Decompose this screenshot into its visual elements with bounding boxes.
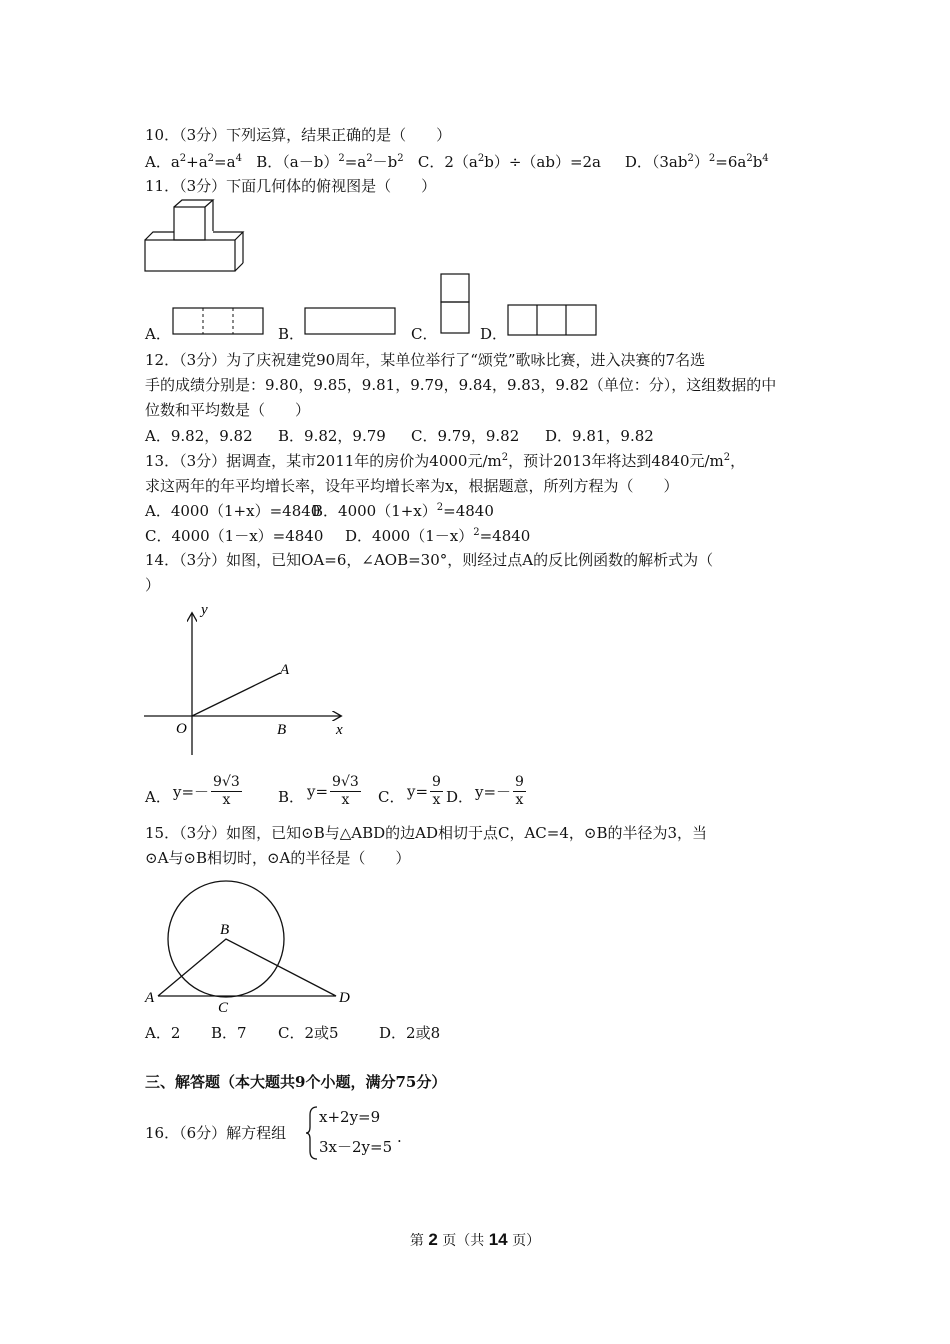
q12-line-3: 位数和平均数是（ ） [145, 401, 311, 419]
q14-label-d-opt: D． [446, 788, 474, 806]
q15-line-1: 15．（3分）如图，已知⊙B与△ABD的边AD相切于点C，AC=4，⊙B的半径为3，当 [145, 824, 708, 842]
q12-line-2: 手的成绩分别是：9.80，9.85，9.81，9.79，9.84，9.83，9.82（单位：分），这组数据的中 [145, 376, 777, 394]
q11-label-d: D． [480, 325, 508, 343]
q12-option-d: D．9.81，9.82 [545, 427, 654, 445]
q13-option-a: A．4000（1+x）=4840 [145, 502, 321, 520]
q13-line-2: 求这两年的年平均增长率，设年平均增长率为x，根据题意，所列方程为（ ） [145, 477, 679, 495]
q14-label-y: y [201, 602, 208, 618]
q14-label-b: B [277, 722, 287, 738]
q14-label-a: A [280, 662, 290, 678]
q10-option-c: C．$2(a^2b)\div(ab)=2a$ [417, 153, 602, 171]
q16-brace [305, 1105, 319, 1161]
q14-option-c: y= $\frac{9}{x}$ [407, 774, 441, 808]
q11-stem: 11．（3分）下面几何体的俯视图是（ ） [145, 177, 437, 195]
q15-label-c: C [218, 1000, 229, 1016]
q15-figure [140, 872, 360, 1017]
q10-options [145, 152, 769, 172]
q12-option-b: B．9.82，9.79 [278, 427, 386, 445]
q15-option-a: A．2 [145, 1024, 181, 1042]
q15-option-b: B．7 [211, 1024, 247, 1042]
q15-option-c: C．2或5 [278, 1024, 339, 1042]
q11-option-b-figure [304, 307, 397, 337]
q14-label-x: x [336, 722, 343, 738]
q15-triangle-abd [158, 939, 336, 996]
page-footer: 第 2 页（共 14 页） [409, 1230, 541, 1249]
q12-option-c: C．9.79，9.82 [411, 427, 520, 445]
q12-option-a: A．9.82，9.82 [145, 427, 253, 445]
q16-equation-2: 3x－2y=5 [319, 1138, 393, 1156]
q16-stem: 16．（6分）解方程组 [145, 1124, 287, 1142]
q14-option-b: y= $\frac{9√3}{x}$ [307, 774, 359, 808]
q15-option-d: D．2或8 [379, 1024, 441, 1042]
q14-label-o: O [176, 721, 187, 737]
q10-option-b: B．$(a-b)^2=a^2-b^2$ [256, 153, 404, 171]
q14-label-b-opt: B． [278, 788, 305, 806]
q16-end-period: . [397, 1128, 402, 1146]
q15-label-a: A [145, 990, 155, 1006]
q13-option-b: B．$4000(1+x)^2=4840$ [312, 502, 494, 520]
q11-option-d-figure [507, 304, 599, 338]
q11-solid-figure [143, 198, 253, 276]
q11-option-c-figure [440, 273, 472, 337]
q14-label-a-opt: A． [145, 788, 171, 806]
q12-line-1: 12．（3分）为了庆祝建党90周年，某单位举行了“颂党”歌咏比赛，进入决赛的7名选 [145, 351, 706, 369]
q11-label-a: A． [145, 325, 171, 343]
q14-segment-oa [192, 673, 280, 716]
q14-line-2: ） [145, 576, 161, 594]
q13-option-c: C．4000（1－x）=4840 [145, 527, 324, 545]
section-3-heading: 三、解答题（本大题共9个小题，满分75分） [145, 1073, 447, 1091]
q10-option-d: D．$(3ab^2)^2=6a^2b^4$ [624, 153, 769, 171]
footer-total-pages: 14 [488, 1230, 508, 1249]
q13-line-1: 13．（3分）据调查，某市2011年的房价为4000元$/m^2$，预计2013年将达到4840元$/m^2$， [145, 452, 746, 470]
q15-line-2: ⊙A与⊙B相切时，⊙A的半径是（ ） [145, 849, 411, 867]
q14-figure [140, 600, 355, 760]
q14-label-c-opt: C． [378, 788, 405, 806]
q14-option-a: y=－ $\frac{9√3}{x}$ [173, 774, 240, 808]
q10-stem: 10．（3分）下列运算，结果正确的是（ ） [145, 126, 452, 144]
q15-label-d: D [339, 990, 350, 1006]
q11-label-b: B． [278, 325, 305, 343]
q15-label-b: B [220, 922, 230, 938]
footer-page-number: 2 [428, 1230, 438, 1249]
q16-equation-1: x+2y=9 [319, 1108, 381, 1126]
q14-option-d: y=－ $\frac{9}{x}$ [475, 774, 524, 808]
q11-label-c: C． [411, 325, 438, 343]
q10-option-a: A．$a^2+a^2=a^4$ [145, 153, 242, 171]
q13-option-d: D．$4000(1-x)^2=4840$ [345, 527, 531, 545]
q14-line-1: 14．（3分）如图，已知OA=6，∠AOB=30°，则经过点A的反比例函数的解析式为（ [145, 551, 714, 569]
q11-option-a-figure [172, 307, 265, 337]
